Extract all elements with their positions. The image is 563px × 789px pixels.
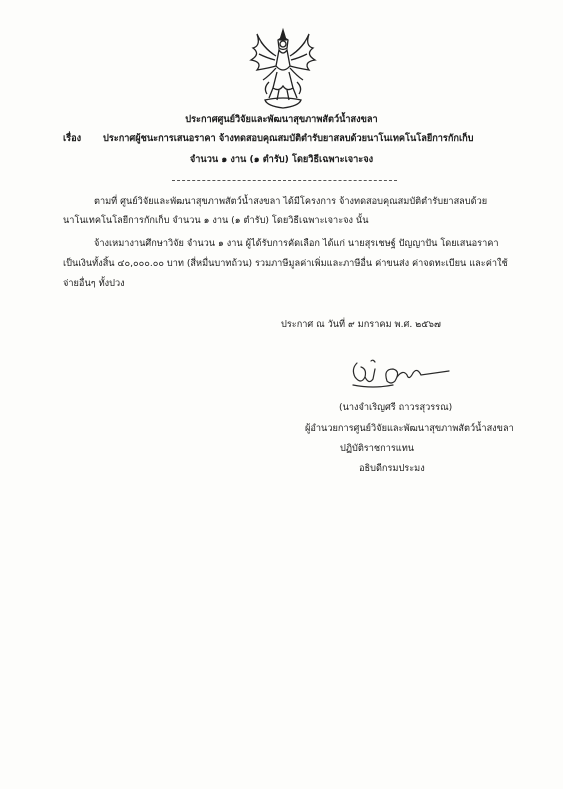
paragraph-1-line-1: ตามที่ ศูนย์วิจัยและพัฒนาสุขภาพสัตว์น้ำสงขลา ได้มีโครงการ จ้างทดสอบคุณสมบัติตำรับยาสลบด้วย	[94, 196, 488, 207]
paragraph-2-line-2: เป็นเงินทั้งสิ้น ๔๐,๐๐๐.๐๐ บาท (สี่หมื่นบาทถ้วน) รวมภาษีมูลค่าเพิ่มและภาษีอื่น ค่าขนส่ง ค่าจดทะเบียน และค่าใช้	[63, 258, 508, 269]
handwritten-signature	[343, 355, 453, 395]
signatory-position: ผู้อำนวยการศูนย์วิจัยและพัฒนาสุขภาพสัตว์น้ำสงขลา	[305, 423, 514, 434]
subject-label: เรื่อง	[63, 133, 82, 144]
director-general-title: อธิบดีกรมประมง	[359, 463, 425, 474]
announcement-date: ประกาศ ณ วันที่ ๙ มกราคม พ.ศ. ๒๕๖๗	[281, 319, 441, 330]
subject-text: ประกาศผู้ชนะการเสนอราคา จ้างทดสอบคุณสมบัติตำรับยาสลบด้วยนาโนเทคโนโลยีการกักเก็บ	[103, 133, 474, 144]
paragraph-1-line-2: นาโนเทคโนโลยีการกักเก็บ จำนวน ๑ งาน (๑ ตำรับ) โดยวิธีเฉพาะเจาะจง นั้น	[63, 215, 369, 226]
subject-text-line2: จำนวน ๑ งาน (๑ ตำรับ) โดยวิธีเฉพาะเจาะจง	[189, 154, 374, 165]
garuda-emblem-icon	[243, 26, 323, 112]
acting-on-behalf: ปฏิบัติราชการแทน	[340, 443, 415, 454]
paragraph-2-line-3: จ่ายอื่นๆ ทั้งปวง	[63, 278, 125, 289]
signatory-name: (นางจำเริญศรี ถาวรสุวรรณ)	[339, 402, 453, 413]
announcement-title: ประกาศศูนย์วิจัยและพัฒนาสุขภาพสัตว์น้ำสงขลา	[185, 114, 378, 125]
divider	[172, 180, 397, 181]
paragraph-2-line-1: จ้างเหมางานศึกษาวิจัย จำนวน ๑ งาน ผู้ได้รับการคัดเลือก ได้แก่ นายสุรเชษฐ์ ปัญญาปัน โดยเสนอราคา	[94, 238, 499, 249]
